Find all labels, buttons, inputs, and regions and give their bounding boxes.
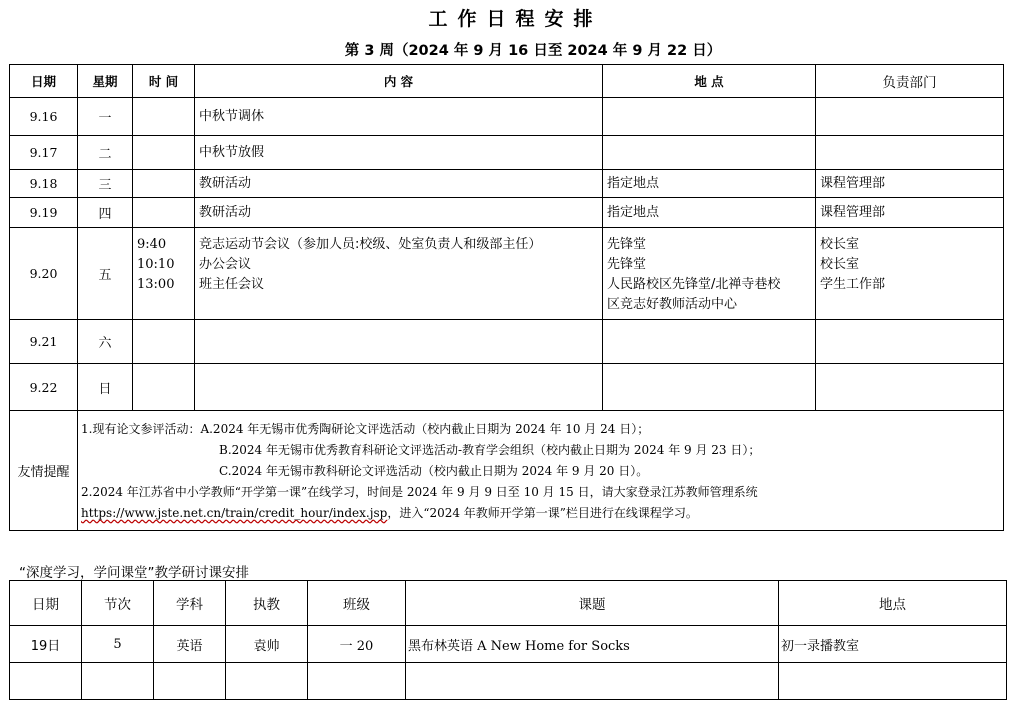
header-department: 负责部门 (816, 65, 1004, 98)
notes-row (10, 411, 1004, 531)
lessons-header-period: 节次 (82, 581, 154, 626)
row-weekday: 日 (78, 364, 133, 411)
note-line: B.2024 年无锡市优秀教育科研论文评选活动-教育学会组织（校内截止日期为 2024 年 9 月 23 日）； (219, 443, 761, 457)
lesson-date: 19日 (10, 626, 82, 663)
row-date: 9.22 (10, 364, 78, 411)
row-weekday: 五 (78, 228, 133, 320)
row-time (133, 364, 195, 411)
lesson-period (82, 663, 154, 700)
lessons-section-title: “深度学习，学问课堂”教学研讨课安排 (19, 565, 249, 581)
row-department (816, 364, 1004, 411)
lesson-teacher: 袁帅 (226, 626, 308, 663)
row-content: 教研活动 (195, 198, 603, 228)
row-date: 9.19 (10, 198, 78, 228)
location-line: 先锋堂 (607, 237, 647, 252)
department-line: 校长室 (820, 257, 860, 272)
table-row (10, 228, 1004, 320)
row-location (603, 364, 816, 411)
week-subtitle: 第 3 周（2024 年 9 月 16 日至 2024 年 9 月 22 日） (344, 43, 722, 59)
location-line: 先锋堂 (607, 257, 647, 272)
lessons-header-topic: 课题 (406, 581, 779, 626)
row-department (816, 228, 1004, 320)
row-date: 9.18 (10, 170, 78, 198)
table-row (10, 136, 1004, 170)
table-row (10, 170, 1004, 198)
row-department: 课程管理部 (816, 198, 1004, 228)
row-time (133, 228, 195, 320)
row-date: 9.17 (10, 136, 78, 170)
table-row (10, 98, 1004, 136)
row-weekday: 六 (78, 320, 133, 364)
content-line: 班主任会议 (199, 277, 265, 292)
row-time (133, 136, 195, 170)
note-line: 2.2024 年江苏省中小学教师“开学第一课”在线学习，时间是 2024 年 9 月 9 日至 10 月 15 日，请大家登录江苏教师管理系统 (81, 485, 758, 499)
lesson-class: 一 20 (308, 626, 406, 663)
table-row (10, 320, 1004, 364)
row-location: 指定地点 (603, 170, 816, 198)
row-location (603, 320, 816, 364)
row-location (603, 228, 816, 320)
row-location: 指定地点 (603, 198, 816, 228)
row-content (195, 228, 603, 320)
row-content: 中秋节调休 (195, 98, 603, 136)
row-time (133, 198, 195, 228)
content-line: 办公会议 (199, 257, 252, 272)
row-content: 教研活动 (195, 170, 603, 198)
row-department (816, 320, 1004, 364)
lessons-table (9, 580, 1007, 700)
lesson-topic (406, 663, 779, 700)
note-line: C.2024 年无锡市教科研论文评选活动（校内截止日期为 2024 年 9 月 20 日）。 (219, 464, 649, 478)
row-weekday: 二 (78, 136, 133, 170)
row-weekday: 三 (78, 170, 133, 198)
table-row (10, 626, 1007, 663)
note-text: ，进入“2024 年教师开学第一课”栏目进行在线课程学习。 (387, 506, 698, 520)
row-department (816, 98, 1004, 136)
row-department: 课程管理部 (816, 170, 1004, 198)
notes-label: 友情提醒 (10, 411, 78, 531)
row-date: 9.20 (10, 228, 78, 320)
row-location (603, 98, 816, 136)
header-date: 日期 (10, 65, 78, 98)
header-time: 时 间 (133, 65, 195, 98)
time-line: 10:10 (137, 257, 175, 272)
row-weekday: 四 (78, 198, 133, 228)
lessons-header-row (10, 581, 1007, 626)
row-time (133, 98, 195, 136)
row-location (603, 136, 816, 170)
row-weekday: 一 (78, 98, 133, 136)
row-time (133, 170, 195, 198)
row-department (816, 136, 1004, 170)
lesson-location (779, 663, 1007, 700)
lesson-class (308, 663, 406, 700)
row-date: 9.21 (10, 320, 78, 364)
location-line: 人民路校区先锋堂/北禅寺巷校 (607, 277, 781, 292)
header-weekday: 星期 (78, 65, 133, 98)
note-line (81, 503, 1003, 524)
lesson-subject (154, 663, 226, 700)
page-title: 工作日程安排 (428, 8, 603, 30)
lesson-period: 5 (82, 626, 154, 663)
lesson-subject: 英语 (154, 626, 226, 663)
row-content (195, 320, 603, 364)
note-line: 1.现有论文参评活动：A.2024 年无锡市优秀陶研论文评选活动（校内截止日期为 2024 年 10 月 24 日）； (81, 422, 650, 436)
department-line: 学生工作部 (820, 277, 886, 292)
header-content: 内 容 (195, 65, 603, 98)
row-content (195, 364, 603, 411)
lessons-header-location: 地点 (779, 581, 1007, 626)
lessons-header-class: 班级 (308, 581, 406, 626)
time-line: 13:00 (137, 277, 175, 292)
row-time (133, 320, 195, 364)
lessons-header-teacher: 执教 (226, 581, 308, 626)
notes-content (78, 411, 1004, 531)
table-row (10, 364, 1004, 411)
row-content: 中秋节放假 (195, 136, 603, 170)
header-location: 地 点 (603, 65, 816, 98)
lesson-teacher (226, 663, 308, 700)
table-row (10, 663, 1007, 700)
lesson-location: 初一录播教室 (779, 626, 1007, 663)
table-row (10, 198, 1004, 228)
department-line: 校长室 (820, 237, 860, 252)
course-link[interactable]: https://www.jste.net.cn/train/credit_hour/index.jsp (81, 506, 388, 520)
location-line: 区竞志好教师活动中心 (607, 297, 738, 312)
schedule-header-row (10, 65, 1004, 98)
lesson-topic: 黑布林英语 A New Home for Socks (406, 626, 779, 663)
row-date: 9.16 (10, 98, 78, 136)
content-line: 竞志运动节会议（参加人员:校级、处室负责人和级部主任） (199, 237, 542, 252)
lesson-date (10, 663, 82, 700)
lessons-header-subject: 学科 (154, 581, 226, 626)
schedule-table (9, 64, 1004, 531)
time-line: 9:40 (137, 237, 167, 252)
lessons-header-date: 日期 (10, 581, 82, 626)
